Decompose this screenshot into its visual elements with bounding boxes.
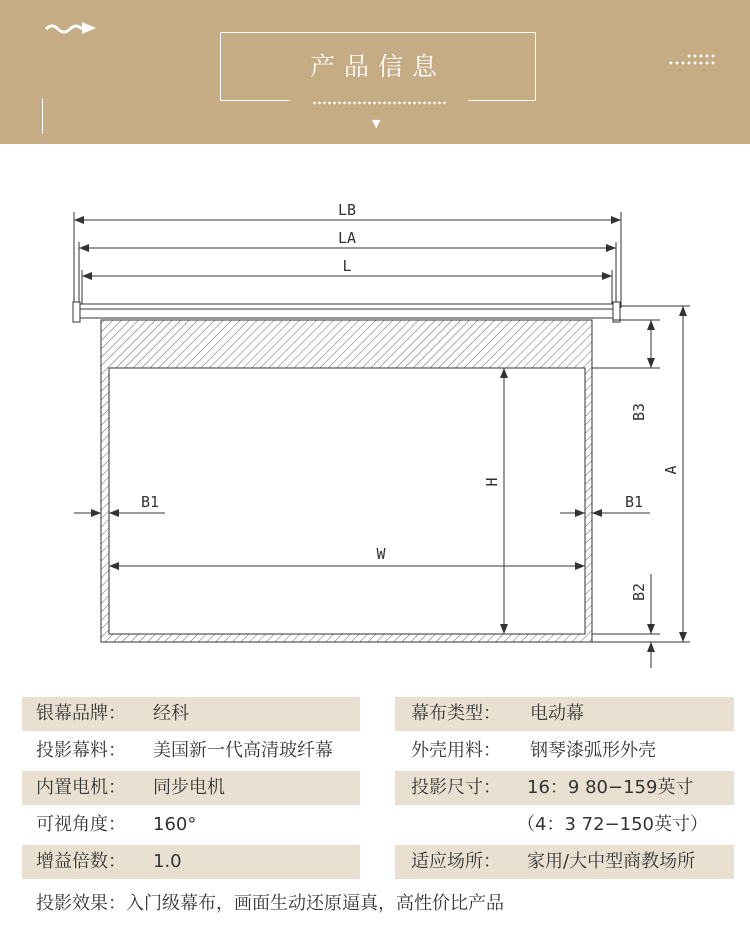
label-b3: B3 bbox=[630, 402, 648, 422]
label-b2: B2 bbox=[630, 582, 648, 602]
spec-label: 可视角度： bbox=[36, 814, 126, 835]
label-b1-right: B1 bbox=[624, 493, 644, 511]
spec-value: 16：9 80−159英寸 bbox=[527, 777, 694, 798]
wave-arrow-icon bbox=[44, 18, 98, 38]
spec-value: 美国新一代高清玻纤幕 bbox=[153, 740, 333, 761]
spec-label: 内置电机： bbox=[36, 777, 126, 798]
spec-label: 幕布类型： bbox=[411, 703, 501, 724]
spec-value: 1.0 bbox=[153, 851, 182, 872]
label-la: LA bbox=[337, 229, 357, 247]
spec-value: 同步电机 bbox=[153, 777, 225, 798]
page-title: 产品信息 bbox=[309, 52, 446, 81]
spec-label: 银幕品牌： bbox=[36, 703, 126, 724]
spec-row bbox=[0, 887, 750, 921]
label-l: L bbox=[342, 257, 352, 275]
spec-value: 入门级幕布，画面生动还原逼真，高性价比产品 bbox=[126, 893, 504, 914]
spec-label: 增益倍数： bbox=[36, 851, 126, 872]
dotted-divider bbox=[312, 101, 446, 105]
label-lb: LB bbox=[337, 201, 357, 219]
spec-row bbox=[0, 734, 750, 768]
spec-row bbox=[0, 771, 750, 805]
spec-value: 经科 bbox=[153, 703, 189, 724]
spec-row bbox=[0, 845, 750, 879]
spec-label: 投影幕料： bbox=[36, 740, 126, 761]
spec-label: 投影尺寸： bbox=[411, 777, 501, 798]
spec-value: 钢琴漆弧形外壳 bbox=[530, 740, 656, 761]
label-a: A bbox=[662, 465, 680, 475]
label-w: W bbox=[376, 545, 386, 563]
spec-label: 外壳用料： bbox=[411, 740, 501, 761]
spec-value: 家用/大中型商教场所 bbox=[527, 851, 696, 872]
spec-value: （4：3 72−150英寸） bbox=[517, 814, 708, 835]
label-b1-left: B1 bbox=[140, 493, 160, 511]
spec-row bbox=[0, 697, 750, 731]
spec-value: 电动幕 bbox=[530, 703, 584, 724]
dots-decoration-icon bbox=[668, 54, 716, 68]
spec-label: 适应场所： bbox=[411, 851, 501, 872]
spec-label: 投影效果： bbox=[36, 893, 126, 914]
spec-row bbox=[0, 808, 750, 842]
spec-value: 160° bbox=[153, 814, 197, 835]
label-h: H bbox=[483, 477, 501, 487]
header-banner bbox=[0, 0, 750, 144]
down-arrow-icon: ▼ bbox=[372, 117, 381, 130]
decorative-line bbox=[42, 98, 43, 134]
screen-dimension-diagram bbox=[0, 190, 750, 680]
